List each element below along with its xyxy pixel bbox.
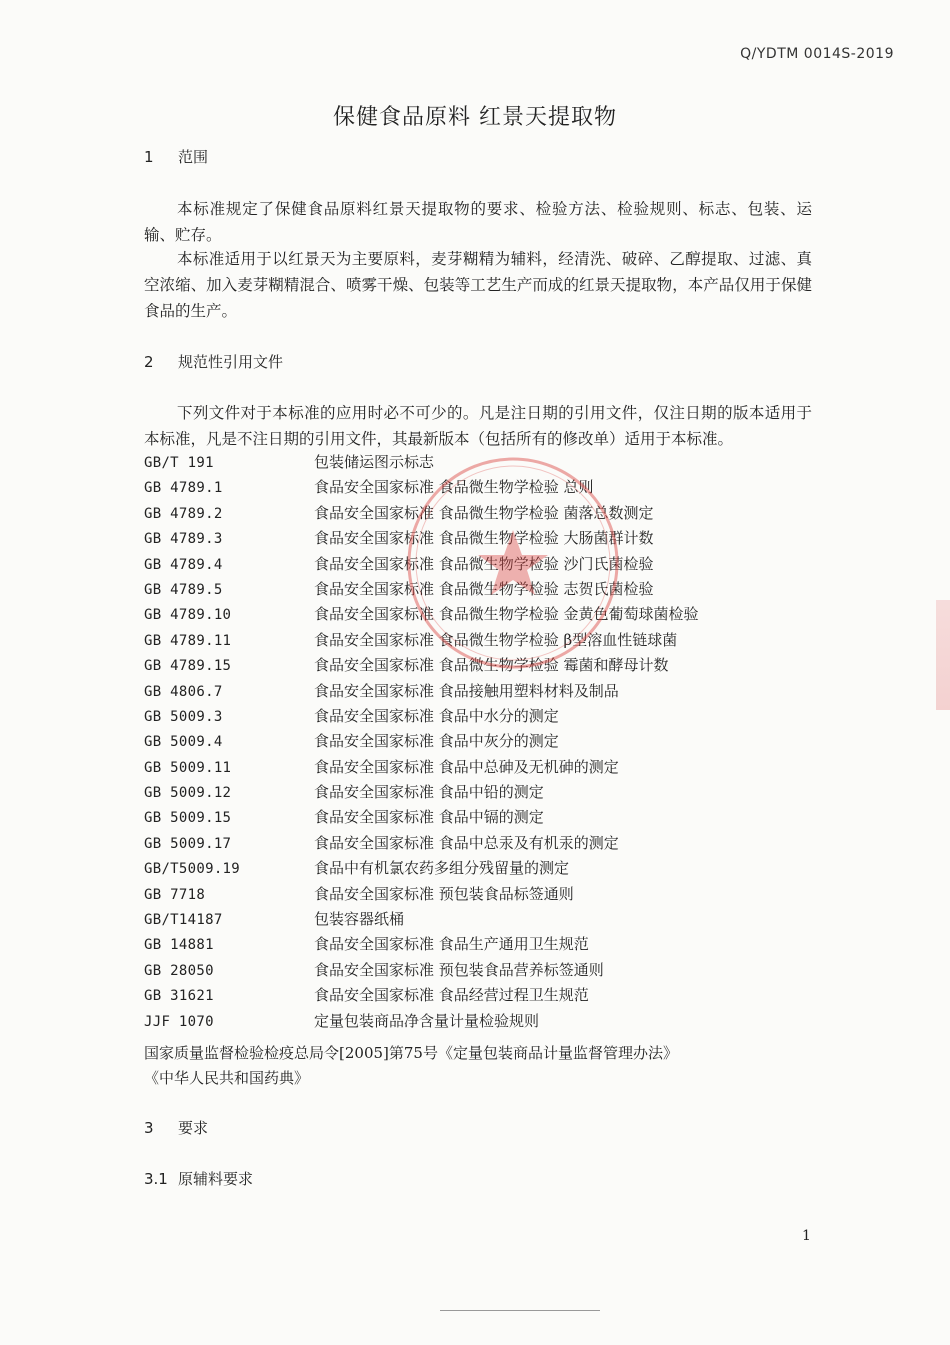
reference-code: GB 4789.2 [144,505,223,522]
reference-code: GB 7718 [144,886,206,903]
section-title: 要求 [178,1119,209,1137]
section-3-heading [144,1117,208,1138]
reference-row [144,856,699,881]
page-title: 保健食品原料 红景天提取物 [333,105,617,130]
section-number: 1 [144,148,154,166]
reference-code: GB 5009.11 [144,759,232,776]
reference-row [144,755,699,780]
reference-title: 食品安全国家标准 食品微生物学检验 志贺氏菌检验 [314,579,654,598]
section-number: 3.1 [144,1170,168,1188]
reference-code: GB 5009.3 [144,708,223,725]
reference-row [144,653,699,678]
reference-title: 食品安全国家标准 食品中灰分的测定 [314,732,559,751]
reference-code: JJF 1070 [144,1013,214,1030]
section-1-heading [144,146,208,167]
reference-title: 食品安全国家标准 食品经营过程卫生规范 [314,986,589,1005]
reference-title: 食品安全国家标准 食品接触用塑料材料及制品 [314,681,619,700]
section-2-heading [144,351,283,372]
reference-code: GB 4789.1 [144,480,223,497]
reference-row [144,450,699,475]
reference-code: GB 5009.12 [144,785,232,802]
reference-row [144,526,699,551]
reference-code: GB 4789.15 [144,658,232,675]
reference-row [144,882,699,907]
section-title: 规范性引用文件 [178,353,284,371]
reference-row [144,958,699,983]
reference-title: 食品安全国家标准 食品中镉的测定 [314,808,544,827]
reference-title: 包装储运图示标志 [314,453,435,471]
reference-list [144,450,699,1034]
reference-code: GB 28050 [144,962,214,979]
reference-title: 食品安全国家标准 食品微生物学检验 沙门氏菌检验 [314,554,654,573]
reference-title: 食品安全国家标准 食品微生物学检验 β型溶血性链球菌 [314,630,678,649]
section-title: 范围 [178,148,209,166]
reference-code: GB 4789.11 [144,632,232,649]
reference-code: GB/T5009.19 [144,861,241,878]
reference-title: 食品安全国家标准 食品微生物学检验 菌落总数测定 [314,503,654,522]
reference-row [144,679,699,704]
reference-code: GB 4789.4 [144,556,223,573]
reference-row [144,831,699,856]
reference-row [144,729,699,754]
bottom-rule [440,1310,600,1311]
reference-title: 食品安全国家标准 食品微生物学检验 大肠菌群计数 [314,529,654,548]
reference-title: 食品安全国家标准 食品微生物学检验 总则 [314,478,594,497]
reference-title: 食品中有机氯农药多组分残留量的测定 [314,859,570,878]
reference-row [144,983,699,1008]
reference-row [144,1009,699,1034]
reference-title: 食品安全国家标准 预包装食品标签通则 [314,884,574,903]
reference-code: GB 4806.7 [144,683,223,700]
reference-row [144,552,699,577]
scope-paragraph-1: 本标准规定了保健食品原料红景天提取物的要求、检验方法、检验规则、标志、包装、运输、贮存。 [144,200,812,244]
reference-title: 食品安全国家标准 食品微生物学检验 金黄色葡萄球菌检验 [314,605,699,624]
reference-code: GB 31621 [144,988,214,1005]
reference-code: GB/T14187 [144,912,223,929]
section-3-1-heading [144,1168,253,1189]
section-title: 原辅料要求 [178,1170,254,1188]
reference-code: GB/T 191 [144,455,214,471]
reference-row [144,932,699,957]
reference-row [144,704,699,729]
reference-title: 食品安全国家标准 食品微生物学检验 霉菌和酵母计数 [314,656,669,675]
reference-row [144,805,699,830]
section-number: 3 [144,1119,154,1137]
reference-row [144,602,699,627]
reference-code: GB 5009.17 [144,835,232,852]
reference-row [144,577,699,602]
page-edge-seal-mark [936,600,950,710]
reference-title: 食品安全国家标准 食品中总汞及有机汞的测定 [314,833,619,852]
reference-title: 食品安全国家标准 食品生产通用卫生规范 [314,935,589,954]
section-number: 2 [144,353,154,371]
extra-reference: 《中华人民共和国药典》 [144,1069,310,1087]
reference-row [144,628,699,653]
page-number: 1 [802,1228,811,1244]
references-intro-paragraph: 下列文件对于本标准的应用时必不可少的。凡是注日期的引用文件，仅注日期的版本适用于本标准，凡是不注日期的引用文件，其最新版本（包括所有的修改单）适用于本标准。 [144,404,812,448]
reference-code: GB 4789.10 [144,607,232,624]
extra-reference: 国家质量监督检验检疫总局令[2005]第75号《定量包装商品计量监督管理办法》 [144,1044,678,1062]
reference-title: 包装容器纸桶 [314,910,405,929]
reference-row [144,907,699,932]
document-code: Q/YDTM 0014S-2019 [740,46,894,62]
scope-paragraph-2: 本标准适用于以红景天为主要原料，麦芽糊精为辅料，经清洗、破碎、乙醇提取、过滤、真空浓缩、加入麦芽糊精混合、喷雾干燥、包装等工艺生产而成的红景天提取物，本产品仅用于保健食品的生产。 [144,250,812,320]
reference-code: GB 4789.5 [144,581,223,598]
reference-row [144,501,699,526]
reference-code: GB 4789.3 [144,531,223,548]
reference-title: 食品安全国家标准 食品中铅的测定 [314,783,544,802]
reference-title: 定量包装商品净含量计量检验规则 [314,1011,540,1030]
reference-title: 食品安全国家标准 预包装食品营养标签通则 [314,960,604,979]
reference-code: GB 5009.15 [144,810,232,827]
reference-code: GB 14881 [144,937,214,954]
reference-row [144,780,699,805]
reference-code: GB 5009.4 [144,734,223,751]
reference-title: 食品安全国家标准 食品中水分的测定 [314,706,559,725]
reference-title: 食品安全国家标准 食品中总砷及无机砷的测定 [314,757,619,776]
reference-row [144,475,699,500]
